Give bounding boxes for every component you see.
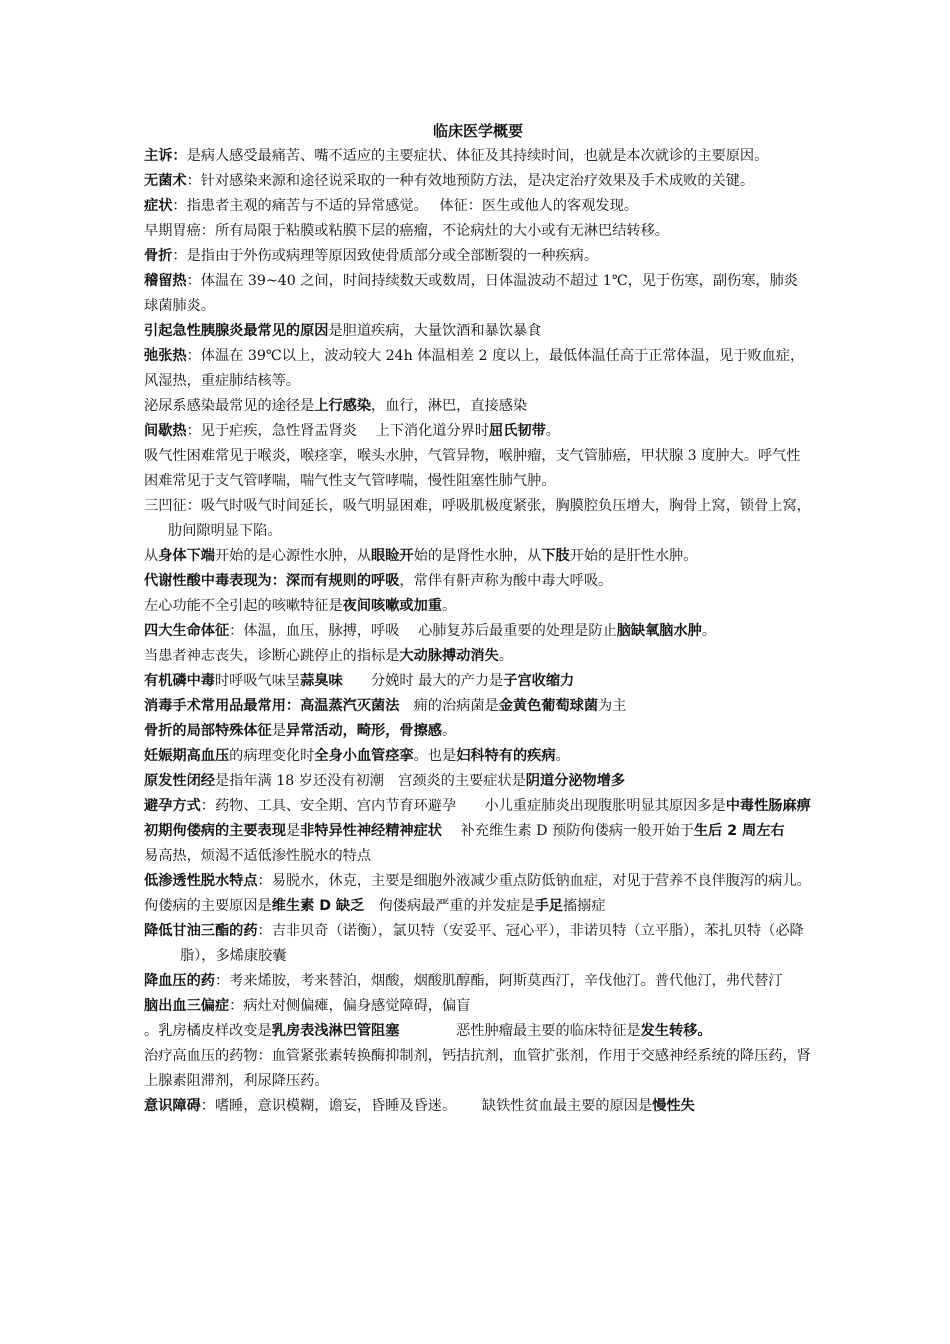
text-run: 。 <box>441 598 457 614</box>
text-run: 。 <box>498 648 513 664</box>
bold-text: 大动脉搏动消失 <box>399 648 499 664</box>
text-run: 痈的治病菌是 <box>399 698 499 714</box>
paragraph <box>144 594 812 619</box>
bold-text: 下肢 <box>541 548 570 564</box>
text-run: 吸气性困难常见于喉炎，喉痉挛，喉头水肿，气管异物，喉肿瘤，支气管肺癌，甲状腺 3 度肿大。呼气性困难常见于支气管哮喘，喘气性支气管哮喘，慢性阻塞性肺气肿。 <box>144 448 801 489</box>
text-run: 三凹征：吸气时吸气时间延长，吸气明显困难，呼吸肌极度紧张，胸膜腔负压增大，胸骨上窝，锁骨上窝，肋间隙明显下陷。 <box>144 498 811 539</box>
text-run: 易高热，烦渴不适低渗性脱水的特点 <box>144 848 372 864</box>
text-run: 佝偻病的主要原因是 <box>144 898 272 914</box>
bold-text: 稽留热 <box>144 273 187 289</box>
paragraph <box>144 394 812 419</box>
text-run: 。也是 <box>413 748 457 764</box>
paragraph <box>144 894 812 919</box>
bold-text: 消毒手术常用品最常用：高温蒸汽灭菌法 <box>144 698 400 714</box>
paragraph <box>144 1094 812 1119</box>
document-page <box>144 118 812 1119</box>
text-run: ：药物、工具、安全期、宫内节育环避孕 小儿重症肺炎出现腹胀明显其原因多是 <box>200 798 726 814</box>
paragraph <box>144 544 812 569</box>
bold-text: 生后 2 周左右 <box>693 823 785 839</box>
paragraph <box>144 969 812 994</box>
bold-text: 降血压的药 <box>144 973 215 989</box>
text-run: ：病灶对侧偏瘫，偏身感觉障碍，偏盲 <box>229 998 471 1014</box>
text-run: 是指年满 18 岁还没有初潮 宫颈炎的主要症状是 <box>214 773 526 789</box>
bold-text: 中毒性肠麻痹 <box>725 798 811 814</box>
bold-text: 子宫收缩力 <box>503 673 575 689</box>
text-run: ，常伴有鼾声称为酸中毒大呼吸。 <box>399 573 613 589</box>
bold-text: 全身小血管痉挛 <box>314 748 414 764</box>
paragraph <box>144 694 812 719</box>
text-run: ：见于疟疾，急性肾盂肾炎 上下消化道分界时 <box>186 423 490 439</box>
paragraph <box>144 669 812 694</box>
bold-text: 维生素 D 缺乏 <box>271 898 365 914</box>
bold-text: 妊娠期高血压 <box>144 748 230 764</box>
text-run: 搐搦症 <box>562 898 606 914</box>
bold-text: 低渗透性脱水特点 <box>144 873 258 889</box>
paragraph <box>144 644 812 669</box>
paragraph <box>144 169 812 194</box>
text-run: 。乳房橘皮样改变是 <box>144 1023 272 1039</box>
text-run: 。 <box>545 423 560 439</box>
text-run: 的病理变化时 <box>229 748 315 764</box>
bold-text: 脑出血三偏症 <box>144 998 230 1014</box>
text-run: 泌尿系感染最常见的途径是 <box>144 398 315 414</box>
paragraph <box>144 344 812 394</box>
bold-text: 症状 <box>144 198 173 214</box>
paragraph <box>144 919 812 969</box>
bold-text: 慢性失 <box>652 1098 695 1114</box>
bold-text: 异常活动，畸形，骨擦感 <box>285 723 442 739</box>
bold-text: 骨折 <box>144 248 173 264</box>
text-run: 。 <box>441 723 457 739</box>
paragraph <box>144 744 812 769</box>
paragraph <box>144 769 812 794</box>
text-run: ：吉非贝奇（诺衡），氯贝特（安妥平、冠心平），非诺贝特（立平脂），苯扎贝特（必降脂），多烯康胶囊 <box>180 923 804 964</box>
paragraph <box>144 219 812 244</box>
text-run: 为主 <box>598 698 627 714</box>
text-run: ：体温，血压，脉搏，呼吸 心肺复苏后最重要的处理是防止 <box>229 623 617 639</box>
bold-text: 阴道分泌物增多 <box>525 773 626 789</box>
text-run: ：嗜睡，意识模糊，谵妄，昏睡及昏迷。 缺铁性贫血最主要的原因是 <box>200 1098 653 1114</box>
bold-text: 金黄色葡萄球菌 <box>498 698 599 714</box>
text-run: 开始的是心源性水肿，从 <box>214 548 372 564</box>
document-body <box>144 144 812 1119</box>
text-run: ：考来烯胺，考来替泊，烟酸，烟酸肌醇酯，阿斯莫西汀，辛伐他汀。普代他汀，弗代替汀 <box>214 973 783 989</box>
document-title: 临床医学概要 <box>432 122 523 140</box>
bold-text: 蒜臭味 <box>300 673 343 689</box>
bold-text: 骨折的局部特殊体征 <box>144 723 272 739</box>
text-run: 时呼吸气味呈 <box>214 673 301 689</box>
paragraph <box>144 819 812 844</box>
text-run: 佝偻病最严重的并发症是 <box>364 898 535 914</box>
bold-text: 引起急性胰腺炎最常见的原因 <box>144 323 329 339</box>
text-run: 是胆道疾病，大量饮酒和暴饮暴食 <box>328 323 542 339</box>
text-run: ：体温在 39~40 之间，时间持续数天或数周，日体温波动不超过 1℃，见于伤寒，副伤寒，肺炎球菌肺炎。 <box>144 273 798 314</box>
paragraph <box>144 194 812 219</box>
text-run: 从 <box>144 548 159 564</box>
paragraph <box>144 619 812 644</box>
bold-text: 意识障碍 <box>144 1098 201 1114</box>
paragraph <box>144 869 812 894</box>
bold-text: 间歇热 <box>144 423 187 439</box>
text-run: ：针对感染来源和途径说采取的一种有效地预防方法，是决定治疗效果及手术成败的关键。 <box>186 173 755 189</box>
bold-text: 有机磷中毒 <box>144 673 215 689</box>
bold-text: 四大生命体征 <box>144 623 230 639</box>
paragraph <box>144 244 812 269</box>
text-run: 始的是肾性水肿，从 <box>413 548 542 564</box>
bold-text: 乳房表浅淋巴管阻塞 <box>271 1023 400 1039</box>
bold-text: 发生转移。 <box>640 1023 712 1039</box>
text-run: 当患者神志丧失，诊断心跳停止的指标是 <box>144 648 400 664</box>
paragraph <box>144 419 812 444</box>
bold-text: 夜间咳嗽或加重 <box>342 598 442 614</box>
text-run: 补充维生素 D 预防佝偻病一般开始于 <box>441 823 694 839</box>
paragraph <box>144 1044 812 1094</box>
bold-text: 代谢性酸中毒表现为：深而有规则的呼吸 <box>144 573 400 589</box>
text-run: 分娩时 最大的产力是 <box>342 673 504 689</box>
paragraph <box>144 444 812 494</box>
bold-text: 屈氏韧带 <box>489 423 546 439</box>
paragraph <box>144 269 812 319</box>
text-run: ：易脱水，休克，主要是细胞外液减少重点防低钠血症，对见于营养不良伴腹泻的病儿。 <box>257 873 811 889</box>
text-run: 左心功能不全引起的咳嗽特征是 <box>144 598 343 614</box>
paragraph <box>144 144 812 169</box>
paragraph <box>144 569 812 594</box>
text-run: 治疗高血压的药物：血管紧张素转换酶抑制剂，钙拮抗剂，血管扩张剂，作用于交感神经系统的降压药，肾上腺素阻滞剂，利尿降压药。 <box>144 1048 811 1089</box>
bold-text: 脑缺氧脑水肿 <box>616 623 702 639</box>
bold-text: 主诉： <box>144 148 187 164</box>
text-run: ：是指由于外伤或病理等原因致使骨质部分或全部断裂的一种疾病。 <box>172 248 599 264</box>
bold-text: 无菌术 <box>144 173 187 189</box>
text-run: ：体温在 39℃以上，波动较大 24h 体温相差 2 度以上，最低体温任高于正常体温，见于败血症，风湿热，重症肺结核等。 <box>144 348 805 389</box>
bold-text: 身体下端 <box>158 548 215 564</box>
paragraph <box>144 994 812 1019</box>
text-run: 恶性肿瘤最主要的临床特征是 <box>399 1023 641 1039</box>
bold-text: 原发性闭经 <box>144 773 215 789</box>
text-run: 是 <box>271 723 286 739</box>
bold-text: 弛张热 <box>144 348 187 364</box>
text-run: 。 <box>555 748 570 764</box>
text-run: 早期胃癌：所有局限于粘膜或粘膜下层的癌瘤，不论病灶的大小或有无淋巴结转移。 <box>144 223 669 239</box>
paragraph <box>144 1019 812 1044</box>
paragraph <box>144 494 812 544</box>
text-run: 是病人感受最痛苦、嘴不适应的主要症状、体征及其持续时间，也就是本次就诊的主要原因。 <box>186 148 769 164</box>
paragraph <box>144 319 812 344</box>
bold-text: 手足 <box>534 898 563 914</box>
bold-text: 眼睑开 <box>371 548 414 564</box>
bold-text: 初期佝偻病的主要表现 <box>144 823 286 839</box>
text-run: 开始的是肝性水肿。 <box>569 548 698 564</box>
bold-text: 避孕方式 <box>144 798 201 814</box>
paragraph <box>144 719 812 744</box>
text-run: 。 <box>701 623 717 639</box>
bold-text: 非特异性神经精神症状 <box>300 823 442 839</box>
text-run: ：指患者主观的痛苦与不适的异常感觉。 体征：医生或他人的客观发现。 <box>172 198 638 214</box>
bold-text: 降低甘油三酯的药 <box>144 923 258 939</box>
text-run: 是 <box>285 823 301 839</box>
text-run: ，血行，淋巴，直接感染 <box>371 398 528 414</box>
paragraph <box>144 794 812 819</box>
bold-text: 妇科特有的疾病 <box>456 748 556 764</box>
paragraph <box>144 844 812 869</box>
bold-text: 上行感染 <box>314 398 372 414</box>
